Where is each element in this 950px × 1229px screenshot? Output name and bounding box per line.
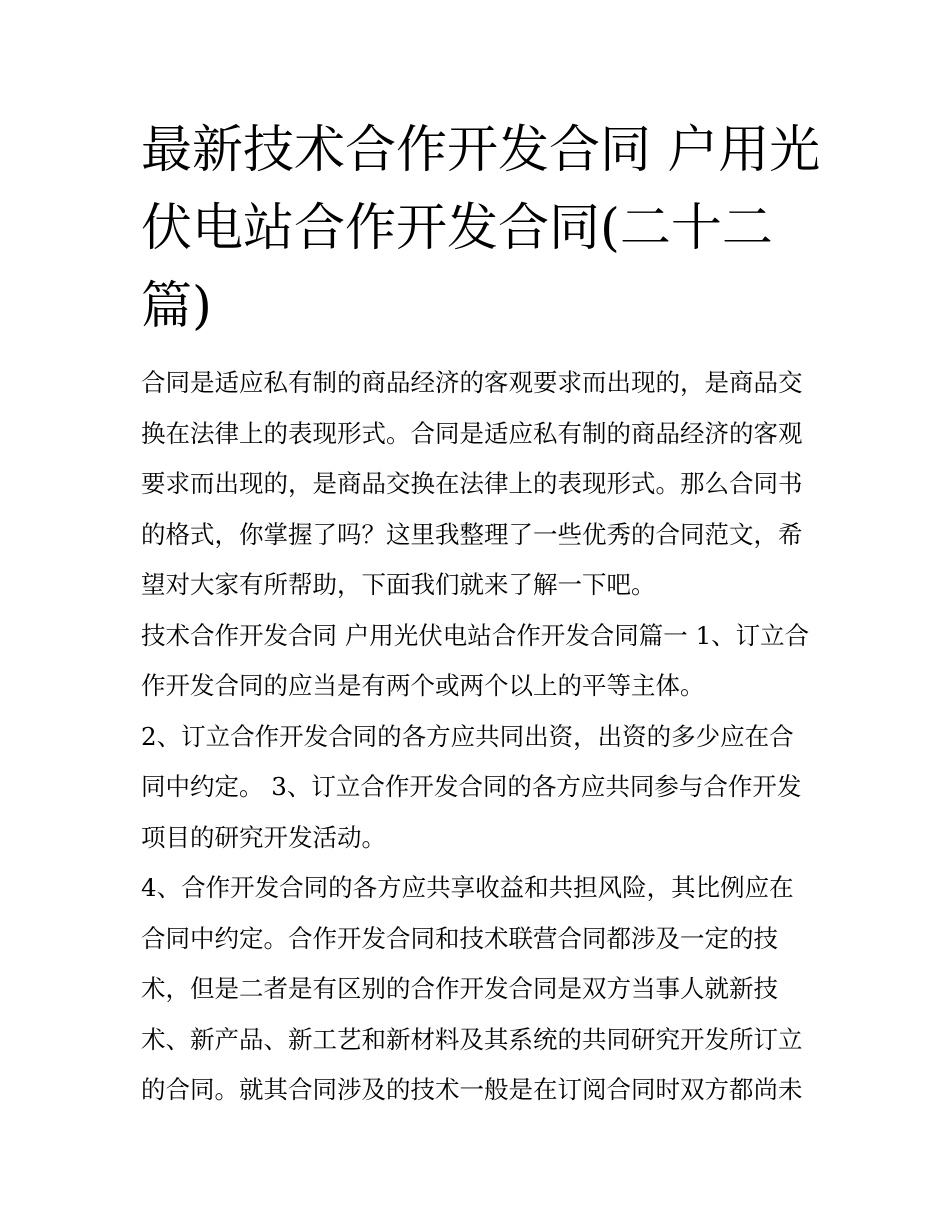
body-line: 同中约定。 3、订立合作开发合同的各方应共同参与合作开发: [141, 772, 802, 801]
body-line: 项目的研究开发活动。: [141, 822, 386, 852]
body-line: 术、新产品、新工艺和新材料及其系统的共同研究开发所订立: [141, 1024, 803, 1054]
body-line: 4、合作开发合同的各方应共享收益和共担风险，其比例应在: [141, 873, 794, 902]
body-line: 的格式，你掌握了吗？这里我整理了一些优秀的合同范文，希: [141, 519, 803, 549]
body-line: 合同是适应私有制的商品经济的客观要求而出现的，是商品交: [141, 368, 803, 397]
body-line: 望对大家有所帮助，下面我们就来了解一下吧。: [141, 570, 656, 599]
title-line: 篇): [141, 277, 212, 336]
body-line: 合同中约定。合作开发合同和技术联营合同都涉及一定的技: [141, 923, 778, 953]
document-body: [141, 358, 821, 1116]
title-line: 伏电站合作开发合同(二十二: [141, 199, 773, 258]
title-line: 最新技术合作开发合同 户用光: [141, 121, 821, 180]
body-line: 的合同。就其合同涉及的技术一般是在订阅合同时双方都尚未: [141, 1075, 803, 1104]
body-line: 术，但是二者是有区别的合作开发合同是双方当事人就新技: [141, 974, 778, 1003]
body-line: 技术合作开发合同 户用光伏电站合作开发合同篇一 1、订立合: [141, 620, 810, 650]
body-line: 作开发合同的应当是有两个或两个以上的平等主体。: [141, 671, 705, 700]
body-line: 2、订立合作开发合同的各方应共同出资，出资的多少应在合: [141, 721, 794, 751]
document-title: [141, 112, 821, 346]
body-line: 换在法律上的表现形式。合同是适应私有制的商品经济的客观: [141, 418, 803, 448]
body-line: 要求而出现的，是商品交换在法律上的表现形式。那么合同书: [141, 469, 803, 498]
